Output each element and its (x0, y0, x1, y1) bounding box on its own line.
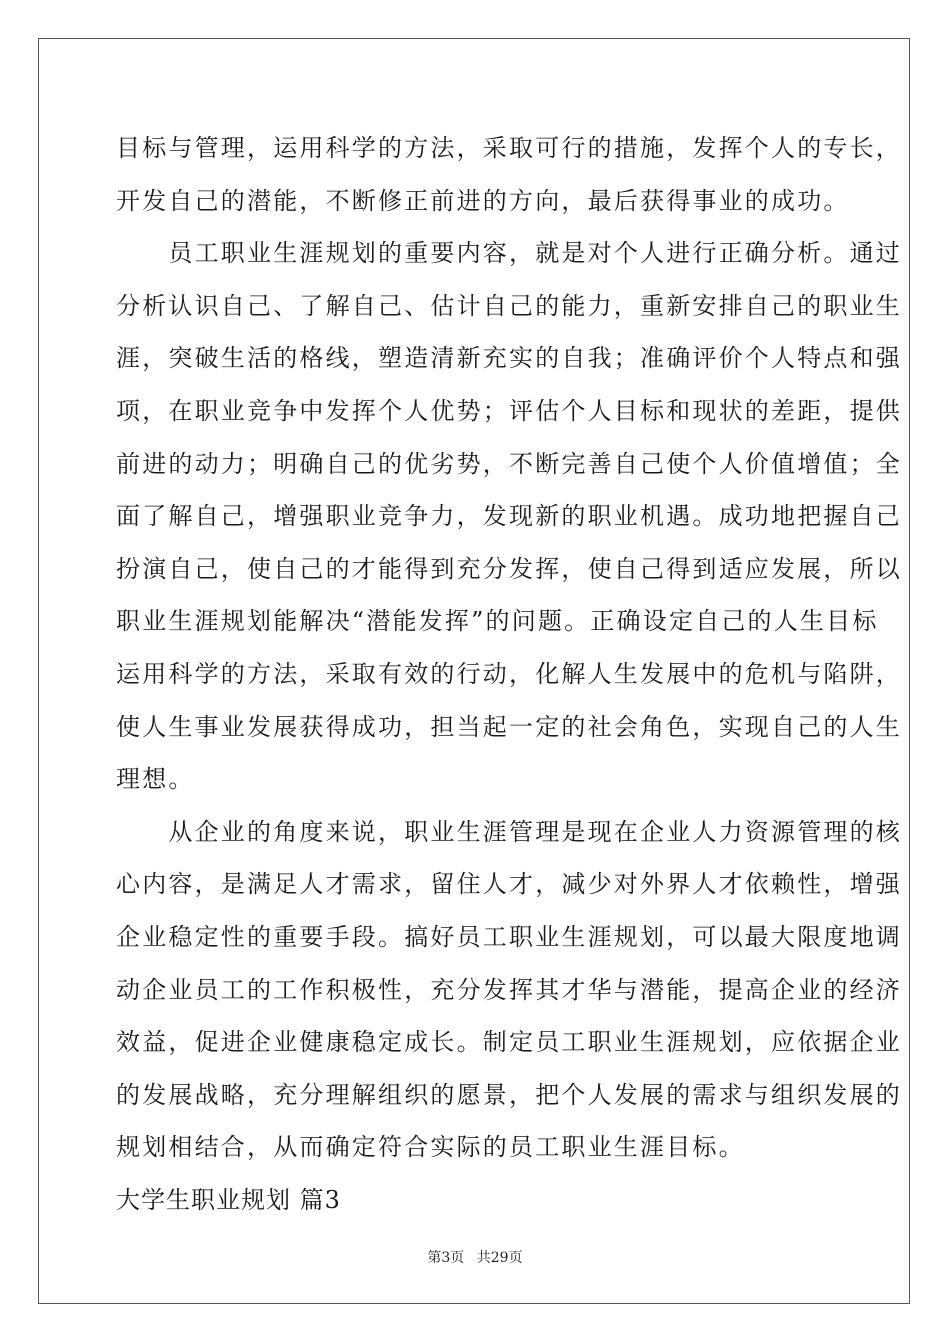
page-number: 第3页 (427, 1250, 465, 1266)
text-line: 职业生涯规划能解决“潜能发挥”的问题。正确设定自己的人生目标 (116, 607, 879, 636)
section-heading: 大学生职业规划 篇3 (116, 1185, 341, 1214)
text-line: 使人生事业发展获得成功，担当起一定的社会角色，实现自己的人生 (116, 712, 902, 741)
text-line: 效益，促进企业健康稳定成长。制定员工职业生涯规划，应依据企业 (116, 1028, 902, 1057)
text-line: 理想。 (116, 765, 195, 794)
text-line: 企业稳定性的重要手段。搞好员工职业生涯规划，可以最大限度地调 (116, 922, 902, 951)
text-line: 心内容，是满足人才需求，留住人才，减少对外界人才依赖性，增强 (116, 870, 902, 899)
text-line: 前进的动力；明确自己的优劣势，不断完善自己使个人价值增值；全 (116, 449, 902, 478)
text-line: 涯，突破生活的格线，塑造清新充实的自我；准确评价个人特点和强 (116, 344, 902, 373)
text-line: 分析认识自己、了解自己、估计自己的能力，重新安排自己的职业生 (116, 291, 902, 320)
text-line: 规划相结合，从而确定符合实际的员工职业生涯目标。 (116, 1133, 745, 1162)
text-line: 的发展战略，充分理解组织的愿景，把个人发展的需求与组织发展的 (116, 1080, 902, 1109)
text-line: 从企业的角度来说，职业生涯管理是现在企业人力资源管理的核 (116, 817, 902, 846)
text-line: 项，在职业竞争中发挥个人优势；评估个人目标和现状的差距，提供 (116, 396, 902, 425)
page-total: 共29页 (476, 1250, 523, 1266)
text-line: 运用科学的方法，采取有效的行动，化解人生发展中的危机与陷阱， (116, 659, 902, 688)
text-line: 扮演自己，使自己的才能得到充分发挥，使自己得到适应发展，所以 (116, 554, 902, 583)
document-body (116, 122, 902, 1226)
text-line: 面了解自己，增强职业竞争力，发现新的职业机遇。成功地把握自己 (116, 502, 902, 531)
text-line: 动企业员工的工作积极性，充分发挥其才华与潜能，提高企业的经济 (116, 975, 902, 1004)
text-line: 目标与管理，运用科学的方法，采取可行的措施，发挥个人的专长， (116, 134, 902, 162)
text-line: 员工职业生涯规划的重要内容，就是对个人进行正确分析。通过 (116, 239, 902, 268)
text-line: 开发自己的潜能，不断修正前进的方向，最后获得事业的成功。 (116, 186, 850, 215)
page-footer (0, 1247, 950, 1267)
